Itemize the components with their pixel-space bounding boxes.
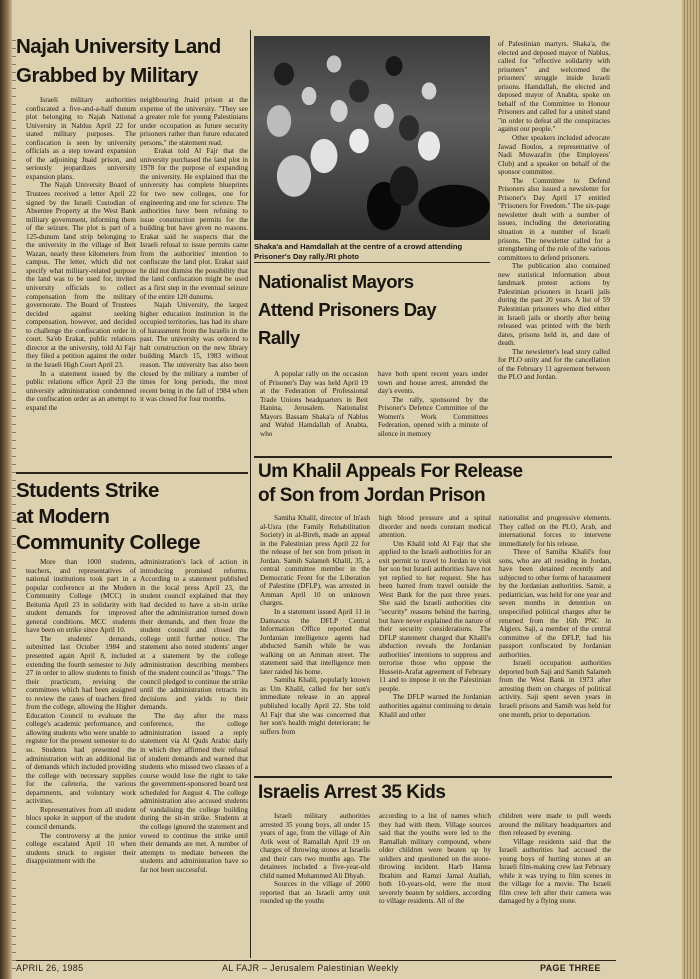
paragraph: Um Khalil told Al Fajr that she applied to the Israeli authorities for an exit permit to travel to Jordan to visit her son but Israeli authorities have not yet replied to her request. She has been barred from travel outside the West Bank for the past three years. She said the Israeli authorities cite "security" reasons behind the barring, but have never explained the nature of their security considerations. The DFLP statement charged that Khalil's abduction reveals the Jordanian authorities' intentions to suppress and terrorise those who oppose the Hussein-Arafat agreement of February 11 and to impose it on the Palestinian people. [379,539,491,693]
paragraph: In a statement issued by the public relations office April 23 the university administration condemned the confiscation order as an attempt to expand the [26,369,136,412]
section-rule [254,456,612,458]
paragraph: Erakat told Al Fajr that the university purchased the land plot in 1978 for the purpose of expanding the university. He explained that the university has complete blueprints for two new colleges, one for engineering and one for science. The authorities have been refusing to issue construction permits for the building but have given no reasons. Erakat said he suspects that the Israeli refusal to issue permits came from the authorities' intention to confiscate the land plot. Erakat said he did not dismiss the possibility that the land confiscation might be used as a first step in the eventual seizure of the entire 120 dunums. [140,147,248,301]
paragraph: Representatives from all student blocs spoke in support of the student council demands. [26,805,136,831]
paragraph: The day after the mass conference, the college administration issued a reply statement via Al Quds Arabic daily in which they affirmed their refusal of student demands and warned that students who missed two classes of a course would lose the right to take the government-sponsored board test scheduled for August 4. The college administration also accused students of vandalising the college building during the sit-in strike. Students at the college ignored the statement and vowed to continue the strike until their demands are met. A number of attempts to mediate between the students and administration have so far not been successful. [140,711,248,874]
paragraph: More than 1000 students, teachers, and representatives of national institutions took part in a popular conference at the Modern Community College (MCC) in Beitunia April 23 in solidarity with student demands for improved general conditions. MCC students have been on strike since April 10. [26,558,136,635]
rally-continued-column [498,40,610,454]
paragraph: The DFLP warned the Jordanian authorities against continuing to detain Khalil and other [379,693,491,719]
paragraph: have both spent recent years under town and house arrest, attended the day's events. [378,370,488,396]
students-column-2 [140,558,248,954]
najah-column-1 [26,96,136,470]
section-rule [254,776,612,778]
paragraph: The Committee to Defend Prisoners also issued a newsletter for Prisoner's Day April 17 entitled "Prisoners for Freedom." The six-page newsletter dealt with a number of issues, including the deteriorating situation in a number of Israeli prisons. The newsletter called for a strengthening of the role of the various committees to defend prisoners. [498,176,610,262]
footer-date: APRIL 26, 1985 [16,963,84,973]
section-rule [16,472,248,474]
rally-photo [254,36,490,240]
paragraph: The students' demands, submitted last October 1984 and presented again April 8, included extending the fourth semester to July 27 in order to allow students to finish their practicum, revising the committees which had been assigned to review the cases of teachers fired from the college, allowing the Higher Education Council to evaluate the college's academic performance, and allowing students who were unable to register for the present semester to do so. Students had presented the administration with an additional list of demands which included providing the college with necessary supplies for the cafeteria, the various departments, and voluntary work activities. [26,634,136,806]
paragraph: Israeli occupation authorities deported both Saji and Samih Salameh from the West Bank in 1973 after arresting them on charges of political activity. Saji spent seven years in Israeli prisons and Samih was held for one month, prior to deportation. [499,659,611,719]
paragraph: high blood pressure and a spinal disorder and needs constant medical attention. [379,514,491,540]
section-rule [254,262,490,263]
paragraph: Samiha Khalil, director of In'ash al-Usra (the Family Rehabilitation Society) in al-Bireh, made an appeal in the Palestinian press April 22 for the release of her son from prison in Jordan. Samih Salameh Khalil, 35, a central committee member in the Democratic Front for the Liberation of Palestine (DFLP), was arrested in Amman April 10 on unknown charges. [260,514,370,608]
kids-column-2 [379,812,491,958]
paragraph: In a statement issued April 11 in Damascus the DFLP Central Information Office reported that Jordanian intelligence agents had abducted Samih while he was walking on an Amman street. The statement said that intelligence men later raided his home. [260,608,370,676]
najah-column-2 [140,96,248,470]
mayors-headline: Nationalist Mayors Attend Prisoners Day Rally [258,271,437,348]
paragraph: neighbouring Jnaid prison at the expense of the university. "They see a greater role for young Palestinians under occupation as future security prisoners rather than future educated persons," the statement read. [140,96,248,147]
paragraph: The Najah University Board of Trustees received a letter April 22 signed by the Israeli Custodian of Absentee Property at the West Bank military government, informing them of the seizure. The plot is part of a 125-dunum land strip belonging to the university in the village of Beit Wazan, nearly three kilometers from campus. The letter, which did not specify what military-related purpose the land was to be used for, invited university officials to collect compensation from the military governorate. The Board of Trustees decided against seeking compensation, however, and decided to challenge the confiscation order in court. Sa'eb Erakat, public relations director at the university, told Al Fajr they filed a petition against the order in the Israeli High Court April 23. [26,181,136,369]
paragraph: The controversy at the junior college escalated April 10 when students struck to register their disappointment with the [26,831,136,866]
footer-page-number: PAGE THREE [540,963,601,973]
paragraph: Sources in the village of 2000 reported that an Israeli army unit rounded up the youths [260,880,370,906]
paragraph: The rally, sponsored by the Prisoner's Defence Committee of the Women's Work Committees Federation, opened with a minute of silence in memory [378,395,488,438]
paragraph: Other speakers included advocate Jawad Boulos, a representative of Nadi Muwazafin (the Employees' Club) and a speaker on behalf of the sponsor committee. [498,134,610,177]
paragraph: The publication also contained new statistical information about landmark protest actions by Palestinian prisoners in Israeli jails during the past 20 years. A list of 59 Palestinian prisoners who died either in Israeli jails or shortly after being released was printed with the birth dates, prisons held in, and date of death. [498,262,610,348]
umkhalil-column-3 [499,514,611,776]
column-rule [250,30,251,958]
kids-column-1 [260,812,370,958]
paragraph: nationalist and progressive elements. They called on the PLO, Arab, and international forces to intervene immediately for his release. [499,514,611,548]
mayors-column-2 [378,370,488,454]
umkhalil-column-2 [379,514,491,776]
students-headline: Students Strike at Modern Community College [16,479,200,554]
paragraph: administration's lack of action in introducing promised reforms. According to a statement published in the local press April 23, the student council explained that they had decided to have a sit-in strike after the administration turned down their demands, and then froze the student council and closed the college until further notice. The statement also noted students' anger at a statement by the college administration describing members of the student council as "thugs." The council pledged to continue the strike until the administration retracts its decisions and yields to their demands. [140,558,248,712]
paragraph: children were made to pull weeds around the military headquarters and then released by evening. [499,812,611,838]
paragraph: Israeli military authorities arrested 35 young boys, all under 15 years of age, from the village of Ain Arik west of Ramallah April 19 on charges of throwing stones at Israelis and their cars two months ago. The detainees included a five-year-old child named Mohammed Ali Dhyab. [260,812,370,880]
page-edges [682,0,700,979]
book-spine [0,0,12,979]
kids-headline: Israelis Arrest 35 Kids [258,782,446,803]
footer-rule [16,960,616,961]
photo-caption: Shaka'a and Hamdallah at the centre of a crowd attending Prisoner's Day rally./RI photo [254,242,463,261]
paragraph: according to a list of names which they had with them. Village sources said that the youths were led to the Ramallah military compound, where older children were beaten up by soldiers and questioned on the stone-throwing incident. Harb Hanna Ibrahim and Ramzi Jamal Atallah, both 10-years-old, were the most severely beaten by soldiers, according to village residents. All of the [379,812,491,906]
mayors-column-1 [260,370,368,454]
paragraph: Israeli military authorities confiscated a five-and-a-half dunum plot belonging to Najah National University in Nablus April 22 for stated military purposes. The confiscation is seen by university officials as a step toward expansion of the adjoining Jnaid prison, and seriously jeopardizes university expansion plans. [26,96,136,181]
umkhalil-column-1 [260,514,370,776]
paragraph: The newsletter's lead story called for PLO unity and for the cancellation of the February 11 agreement between the PLO and Jordan. [498,347,610,382]
paragraph: Village residents said that the Israeli authorities had accused the young boys of hurting stones at an Israeli film-making crew last February while it was trying to film scenes in the village for a movie. The Israeli film crew left after their camera was damaged by a flying stone. [499,837,611,906]
paragraph: A popular rally on the occasion of Prisoner's Day was held April 19 at the Federation of Professional Trade Unions headquarters in Beit Hanina, Jerusalem. Nationalist Mayors Bassam Shaka'a of Nablus and Wahid Hamdallah of Anabta, who [260,370,368,438]
footer-publication: AL FAJR – Jerusalem Palestinian Weekly [222,963,399,973]
paragraph: Three of Samiha Khalil's four sons, who are all residing in Jordan, have been detained recently and subjected to other forms of harassment by the Jordanian authorities. Samir, a pediatrician, was held for one year and seven months in detention on unspecified political charges after he returned from the 16th PNC in Algiers. Saji, a member of the central committee of the DFLP, had his passport confiscated by Jordanian authorities. [499,548,611,659]
paragraph: Najah University, the largest higher education institution in the occupied territories, has had its share of harassment from the Israelis in the past. The university was ordered to halt construction on the new library building March 15, 1983 without reason. The university has also been closed by the military a number of times for long periods, the most recent being in the fall of 1984 when it was closed for four months. [140,301,248,404]
paragraph: Samiha Khalil, popularly known as Um Khalil, called for her son's immediate release in an appeal published locally April 22. She told Al Fajr that she was concerned that her son's health might deteriorate; he suffers from [260,676,370,736]
newspaper-page [12,0,682,979]
kids-column-3 [499,812,611,958]
students-column-1 [26,558,136,954]
najah-headline: Najah University Land Grabbed by Military [16,35,221,87]
umkhalil-headline: Um Khalil Appeals For Release of Son from Jordan Prison [258,461,523,506]
paragraph: of Palestinian martyrs. Shaka'a, the elected and deposed mayor of Nablus, called for "effective solidarity with prisoners" and welcomed the prisoners' struggle inside Israeli prisons. Hamdallah, the elected and deposed mayor of Anabta, spoke on behalf of the Committee to Honour Prisoners and called for a united stand "in order to defeat all the conspiracies against our people." [498,40,610,134]
